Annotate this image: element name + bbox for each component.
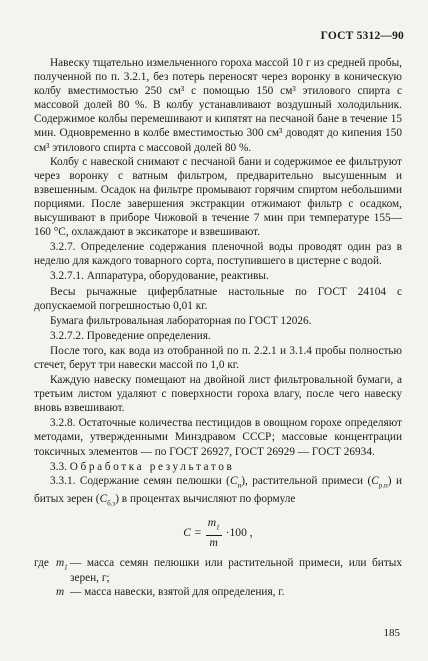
formula-denominator: m <box>209 535 218 549</box>
text-run: ), растительной примеси ( <box>241 474 372 487</box>
text-run: 3.3.1. Содержание семян пелюшки ( <box>50 474 230 487</box>
subscript: 1 <box>64 563 68 572</box>
text-run: ) в процентах вычисляют по формуле <box>115 493 296 506</box>
paragraph: Бумага фильтровальная лабораторная по ГОСТ 12026. <box>50 314 312 327</box>
subscript: б.з <box>107 499 116 508</box>
formula <box>34 516 402 550</box>
definition-symbol: m <box>56 585 65 598</box>
paragraph: Навеску тщательно измельченного гороха массой 10 г из средней пробы, полученной по п. 3.2.1, без потерь переносят через воронку в коническую колбу вместимостью 250 см³ с помощью 150 см³ этилового спирта с массовой долей 80 %. В колбу устанавливают воздушный холодильник. Содержимое колбы перемешивают и кипятят на песчаной бане в течение 15 мин. Одновременно в колбе вместимостью 300 см³ доводят до кипения 150 см³ этилового спирта с массовой долей 80 %. <box>34 57 402 154</box>
section-number: 3.3. <box>50 460 67 473</box>
definition-lead: где <box>34 557 49 570</box>
symbol: С <box>99 493 108 506</box>
symbol: С <box>371 474 379 487</box>
formula-intro-paragraph <box>34 474 402 511</box>
paragraph: 3.2.8. Остаточные количества пестицидов в овощном горохе определяют методами, утвержденными Минздравом СССР; массовые концентрации токсичных элементов — по ГОСТ 26927, ГОСТ 26929 — ГОСТ 26934. <box>34 417 402 458</box>
subscript: п <box>237 480 242 489</box>
paragraph: Колбу с навеской снимают с песчаной бани и содержимое ее фильтруют через воронку с ватным фильтром, предварительно высушенным и взвешенным. Осадок на фильтре промывают горячим спиртом небольшими порциями. После завершения экстракции отжимают фильтр с осадком, высушивают в приборе Чижовой в течение 7 мин при температуре 155—160 °С, охлаждают в эксикаторе и взвешивают. <box>34 155 402 239</box>
definition-text: — масса навески, взятой для определения, г. <box>70 585 285 598</box>
subscript: 1 <box>216 523 220 532</box>
section-title: Обработка результатов <box>69 460 235 473</box>
formula-lhs: C = <box>183 525 202 539</box>
paragraph: 3.2.7.2. Проведение определения. <box>50 329 211 342</box>
text-run: ) и битых зерен ( <box>34 474 402 506</box>
paragraph: Каждую навеску помещают на двойной лист фильтровальной бумаги, а третьим листом удаляют с поверхности гороха влагу, после чего навеску вновь взвешивают. <box>34 374 402 415</box>
formula-numerator <box>206 516 222 535</box>
definition-row <box>34 556 402 584</box>
definition-text: — масса семян пелюшки или растительной примеси, или битых зерен, г; <box>70 557 402 584</box>
variable-definitions <box>34 556 402 598</box>
symbol: m <box>56 557 65 570</box>
section-heading <box>34 460 402 474</box>
paragraph: 3.2.7. Определение содержания пленочной воды проводят один раз в неделю для каждого товарного сорта, поступившего в цистерне с водой. <box>34 241 402 268</box>
subscript: р.п <box>378 480 388 489</box>
formula-rhs: ·100 , <box>225 525 253 539</box>
standard-header: ГОСТ 5312—90 <box>320 30 404 42</box>
formula-fraction <box>206 516 222 548</box>
paragraph: Весы рычажные циферблатные настольные по ГОСТ 24104 с допускаемой погрешностью 0,01 кг. <box>34 285 402 312</box>
document-body <box>34 56 402 599</box>
definition-symbol <box>56 556 70 584</box>
definition-row <box>34 585 402 599</box>
paragraph: 3.2.7.1. Аппаратура, оборудование, реактивы. <box>50 270 269 283</box>
page-number: 185 <box>383 627 400 639</box>
definition-spacer <box>34 585 56 599</box>
symbol: С <box>229 474 238 487</box>
symbol: m <box>207 516 217 530</box>
paragraph: После того, как вода из отобранной по п. 2.2.1 и 3.1.4 пробы полностью стечет, берут три навески массой по 1,0 кг. <box>34 344 402 371</box>
